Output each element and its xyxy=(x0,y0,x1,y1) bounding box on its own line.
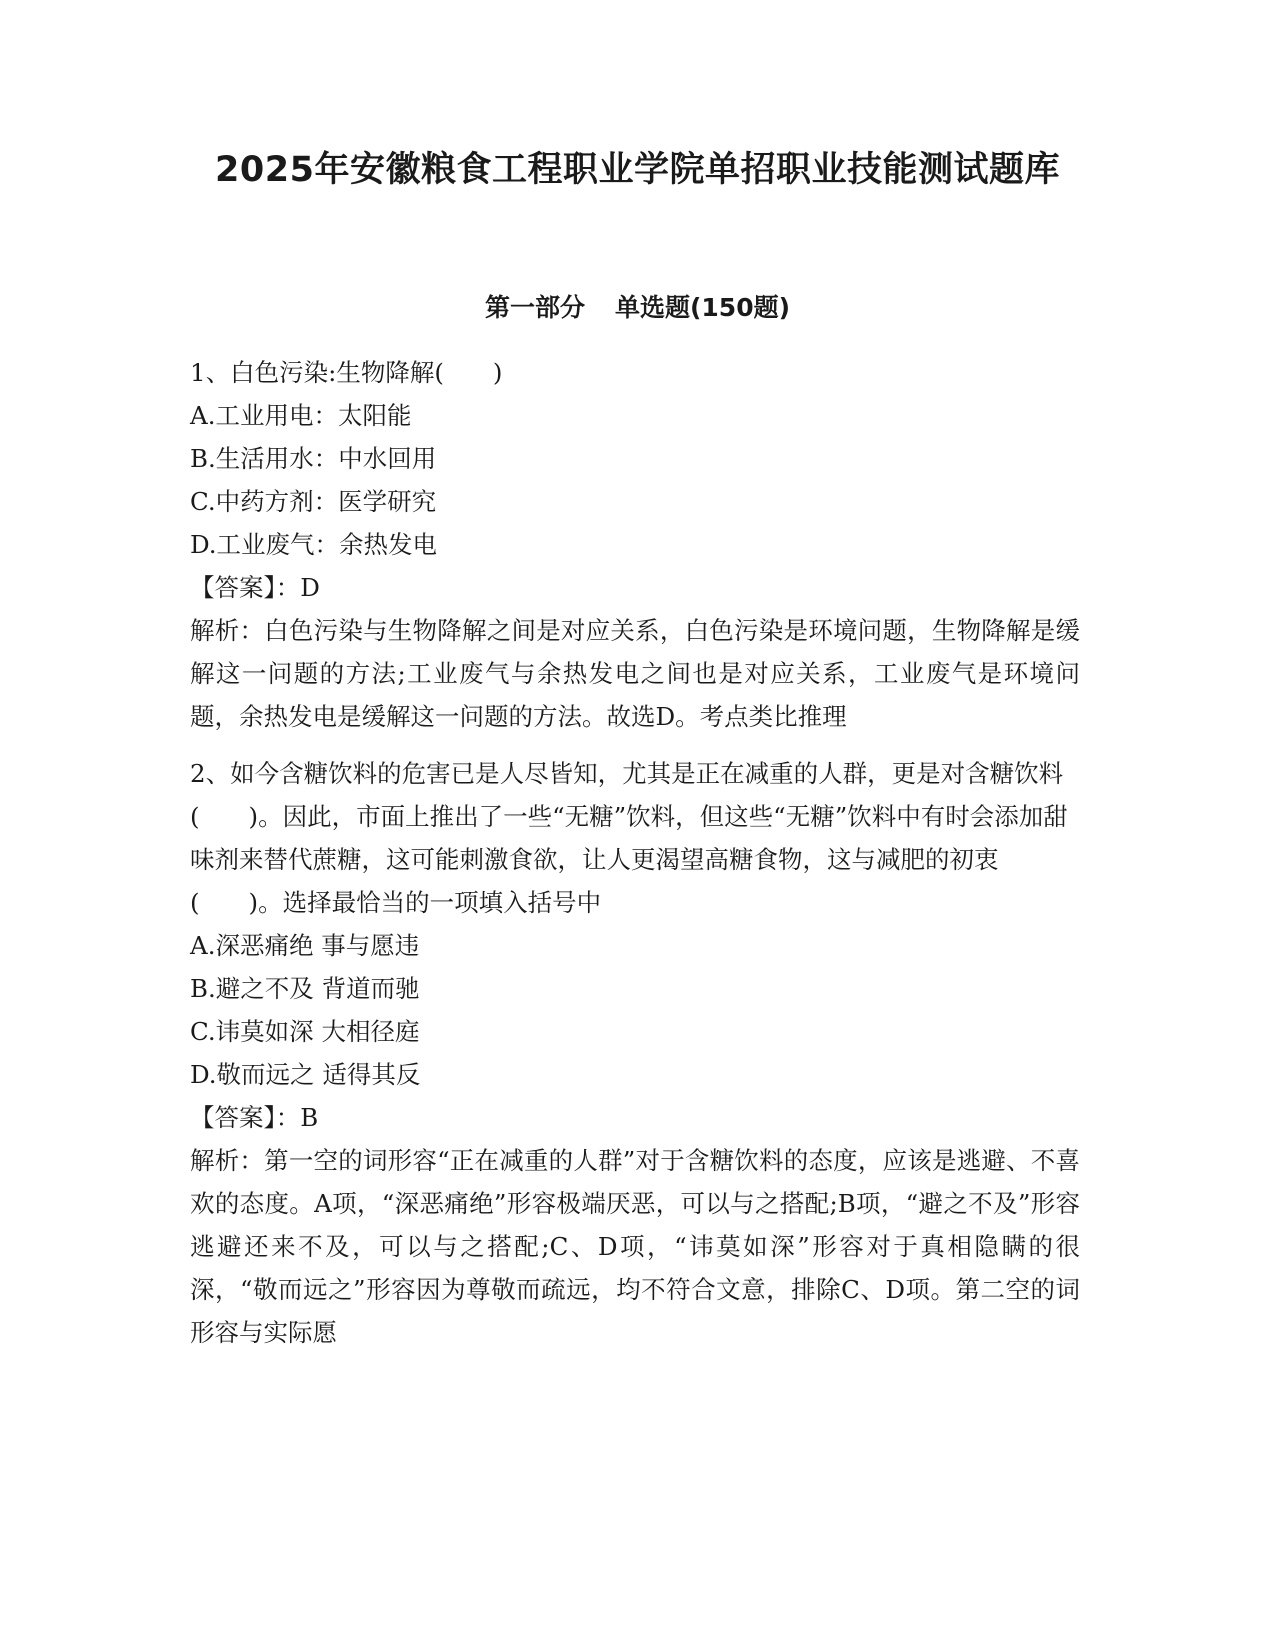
explanation: 解析：白色污染与生物降解之间是对应关系，白色污染是环境问题，生物降解是缓解这一问题的方法;工业废气与余热发电之间也是对应关系，工业废气是环境问题，余热发电是缓解这一问题的方法。故选D。考点类比推理 xyxy=(190,616,1080,731)
option-d: D.工业废气：余热发电 xyxy=(190,530,438,559)
option-b: B.生活用水：中水回用 xyxy=(190,444,437,473)
section-heading xyxy=(0,290,1275,326)
section-part: 第一部分 xyxy=(484,293,585,322)
option-a: A.工业用电：太阳能 xyxy=(190,401,412,430)
explanation: 解析：第一空的词形容“正在减重的人群”对于含糖饮料的态度，应该是逃避、不喜欢的态度。A项，“深恶痛绝”形容极端厌恶，可以与之搭配;B项，“避之不及”形容逃避还来不及，可以与之搭配;C、D项，“讳莫如深”形容对于真相隐瞒的很深，“敬而远之”形容因为尊敬而疏远，均不符合文意，排除C、D项。第二空的词形容与实际愿 xyxy=(190,1146,1080,1347)
section-name: 单选题(150题) xyxy=(614,293,791,322)
option-c: C.讳莫如深 大相径庭 xyxy=(190,1017,420,1046)
option-d: D.敬而远之 适得其反 xyxy=(190,1060,421,1089)
question-2 xyxy=(190,752,1080,1354)
question-stem: 1、白色污染:生物降解( ) xyxy=(190,358,503,387)
answer-line: 【答案】：D xyxy=(190,573,320,602)
question-list xyxy=(190,351,1080,1354)
option-c: C.中药方剂：医学研究 xyxy=(190,487,437,516)
question-1 xyxy=(190,351,1080,738)
document-title: 2025年安徽粮食工程职业学院单招职业技能测试题库 xyxy=(215,150,1060,190)
question-stem: 2、如今含糖饮料的危害已是人尽皆知，尤其是正在减重的人群，更是对含糖饮料( )。因此，市面上推出了一些“无糖”饮料，但这些“无糖”饮料中有时会添加甜味剂来替代蔗糖，这可能刺激食欲，让人更渴望高糖食物，这与减肥的初衷( )。选择最恰当的一项填入括号中 xyxy=(190,759,1068,917)
answer-line: 【答案】：B xyxy=(190,1103,319,1132)
option-a: A.深恶痛绝 事与愿违 xyxy=(190,931,420,960)
option-b: B.避之不及 背道而驰 xyxy=(190,974,420,1003)
